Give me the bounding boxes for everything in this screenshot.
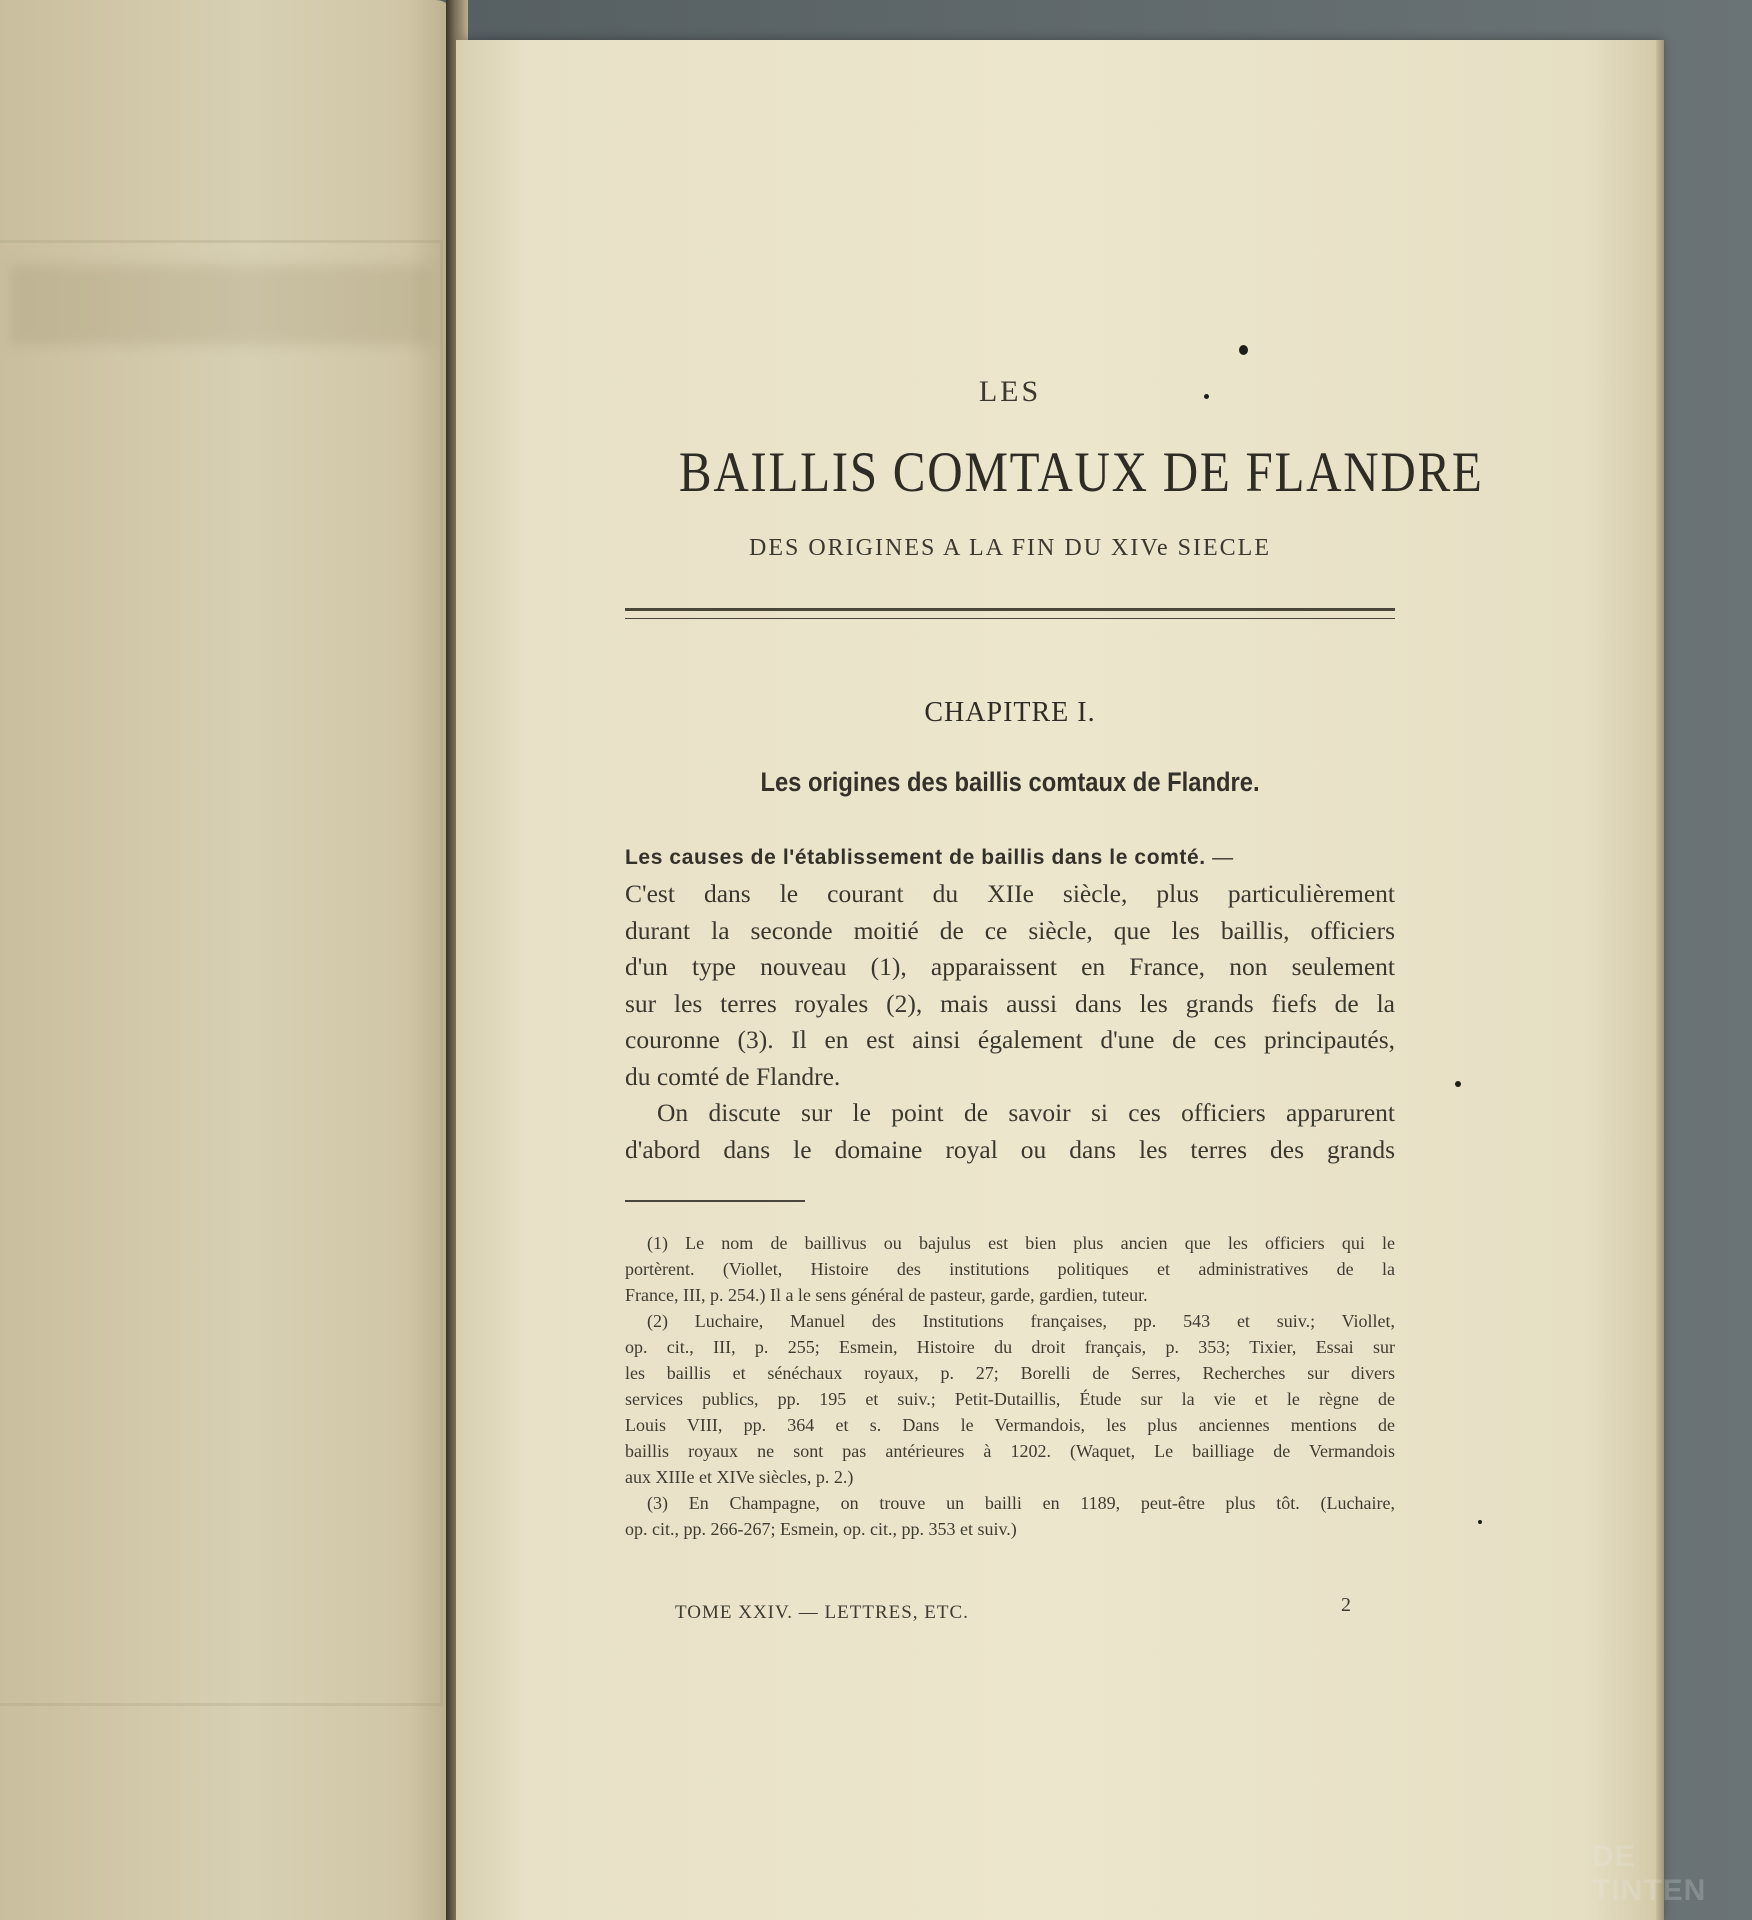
section-title: Les origines des baillis comtaux de Flandre. [760,767,1260,797]
lead-dash: — [1205,846,1234,869]
page-edge [1656,40,1664,1920]
footnote-line: services publics, pp. 195 et suiv.; Petit-Dutaillis, Étude sur la vie et le règne de [625,1389,1395,1409]
title-double-rule [625,608,1395,619]
footnote-line: aux XIIIe et XIVe siècles, p. 2.) [625,1467,854,1487]
watermark-logo: DE TINTEN [1592,1840,1707,1907]
footnote-line: portèrent. (Viollet, Histoire des institutions politiques et administratives de la [625,1259,1395,1279]
page-footer [625,1594,1395,1628]
footnote-line: les baillis et sénéchaux royaux, p. 27; Borelli de Serres, Recherches sur divers [625,1363,1395,1383]
right-page [456,40,1656,1920]
ink-speck [1204,394,1209,399]
chapter-heading: CHAPITRE I. [924,697,1096,728]
body-line: durant la seconde moitié de ce siècle, que les baillis, officiers [625,915,1395,945]
title-les: LES [978,375,1042,408]
lead-text: Les causes de l'établissement de baillis dans le comté. [625,846,1206,869]
footnote-line: op. cit., III, p. 255; Esmein, Histoire du droit français, p. 353; Tixier, Essai sur [625,1337,1395,1357]
body-line: d'abord dans le domaine royal ou dans les terres des grands [625,1134,1395,1164]
lead-heading [625,846,1415,870]
footnote-line: (3) En Champagne, on trouve un bailli en 1189, peut-être plus tôt. (Luchaire, [647,1493,1395,1513]
left-page-bleedthrough [0,240,443,1706]
footnote-line: Louis VIII, pp. 364 et s. Dans le Vermandois, les plus anciennes mentions de [625,1415,1395,1435]
body-line: sur les terres royales (2), mais aussi dans les grands fiefs de la [625,988,1395,1018]
left-page [0,0,454,1920]
ink-speck [1478,1520,1482,1524]
body-line: C'est dans le courant du XIIe siècle, plus particulièrement [625,879,1395,908]
footnotes [625,1230,1395,1542]
ink-speck [1239,345,1248,355]
body-line: d'un type nouveau (1), apparaissent en France, non seulement [625,952,1395,981]
body-line: couronne (3). Il en est ainsi également d'une de ces principautés, [625,1025,1395,1054]
signature-mark: 2 [1341,1594,1351,1616]
footnote-line: (2) Luchaire, Manuel des Institutions françaises, pp. 543 et suiv.; Viollet, [647,1311,1395,1331]
footnote-line: baillis royaux ne sont pas antérieures à 1202. (Waquet, Le bailliage de Vermandois [625,1441,1395,1461]
footnote-line: op. cit., pp. 266-267; Esmein, op. cit., pp. 353 et suiv.) [625,1519,1017,1539]
footnote-line: (1) Le nom de baillivus ou bajulus est bien plus ancien que les officiers qui le [647,1233,1395,1253]
bleedthrough-heading [10,265,430,345]
body-text [625,876,1395,1168]
footnote-rule [625,1200,805,1202]
body-line: On discute sur le point de savoir si ces officiers apparurent [657,1098,1395,1127]
body-line: du comté de Flandre. [625,1061,841,1091]
footnote-line: France, III, p. 254.) Il a le sens général de pasteur, garde, gardien, tuteur. [625,1285,1148,1305]
title-subtitle: DES ORIGINES A LA FIN DU XIVe SIECLE [749,535,1271,561]
ink-speck [1455,1081,1461,1087]
title-main: BAILLIS COMTAUX DE FLANDRE [678,441,1484,504]
tome-line: TOME XXIV. — LETTRES, ETC. [675,1602,969,1623]
